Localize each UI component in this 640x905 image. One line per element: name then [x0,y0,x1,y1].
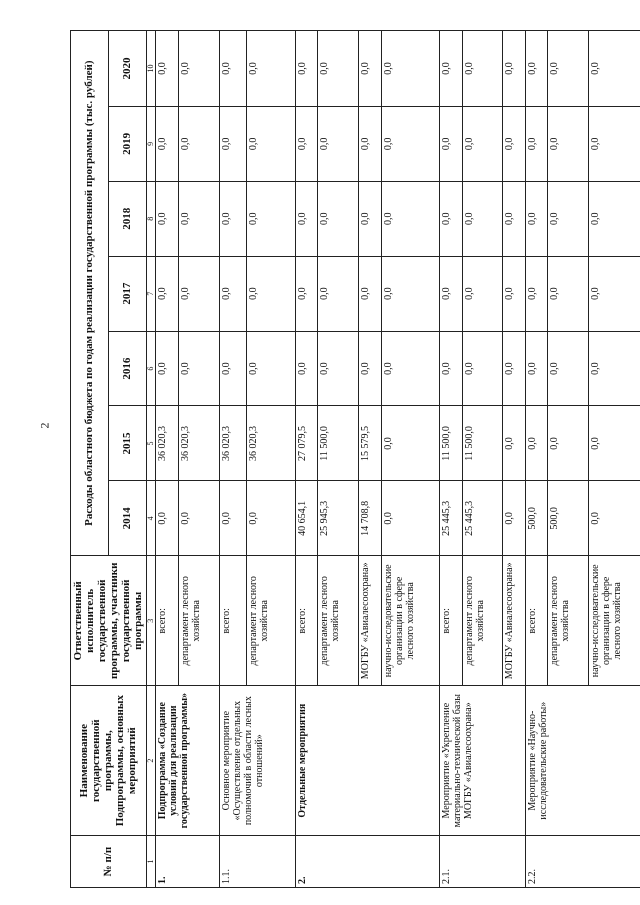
value-cell: 0,0 [179,106,220,181]
rotated-table-area [70,30,623,888]
value-cell: 0,0 [358,181,381,256]
value-cell: 0,0 [548,331,589,406]
row-executor: департамент лесного хозяйства [179,556,220,686]
value-cell: 36 020,3 [246,406,295,481]
value-cell: 0,0 [462,181,503,256]
row-executor: МОГБУ «Авиалесоохрана» [503,556,526,686]
table-row [525,31,548,888]
column-index: 9 [146,106,156,181]
value-cell: 0,0 [179,256,220,331]
value-cell: 11 500,0 [318,406,359,481]
row-executor: департамент лесного хозяйства [548,556,589,686]
table-row [295,31,318,888]
value-cell: 0,0 [318,106,359,181]
value-cell: 0,0 [156,31,179,107]
value-cell: 0,0 [503,106,526,181]
value-cell: 0,0 [295,181,318,256]
value-cell: 0,0 [548,31,589,107]
value-cell: 0,0 [381,406,439,481]
value-cell: 0,0 [246,106,295,181]
value-cell: 0,0 [318,181,359,256]
value-cell: 500,0 [548,481,589,556]
value-cell: 0,0 [503,31,526,107]
column-index: 6 [146,331,156,406]
value-cell: 0,0 [295,31,318,107]
row-executor: всего: [439,556,462,686]
value-cell: 0,0 [219,106,246,181]
value-cell: 0,0 [525,406,548,481]
value-cell: 0,0 [462,331,503,406]
header-expenses: Расходы областного бюджета по годам реализации государственной программы (тыс. рублей) [71,31,109,556]
value-cell: 0,0 [246,481,295,556]
value-cell: 0,0 [525,31,548,107]
column-index: 4 [146,481,156,556]
row-executor: научно-исследовательские организации в сфере лесного хозяйства [381,556,439,686]
value-cell: 25 445,3 [439,481,462,556]
header-year: 2016 [108,331,146,406]
value-cell: 11 500,0 [439,406,462,481]
value-cell: 0,0 [381,106,439,181]
value-cell: 25 945,3 [318,481,359,556]
value-cell: 0,0 [358,256,381,331]
row-number: 1. [156,836,219,888]
row-name: Мероприятие «Укрепление материально-технической базы МОГБУ «Авиалесоохрана» [439,686,525,836]
value-cell: 36 020,3 [156,406,179,481]
value-cell: 0,0 [318,331,359,406]
header-number: № п/п [71,836,147,888]
row-executor: всего: [525,556,548,686]
value-cell: 0,0 [439,331,462,406]
value-cell: 27 079,5 [295,406,318,481]
table-header [71,31,156,888]
value-cell: 0,0 [219,331,246,406]
row-name: Мероприятие «Научно-исследовательские работы» [525,686,640,836]
value-cell: 15 579,5 [358,406,381,481]
value-cell: 0,0 [439,106,462,181]
value-cell: 36 020,3 [179,406,220,481]
header-year: 2019 [108,106,146,181]
column-index: 5 [146,406,156,481]
value-cell: 0,0 [548,406,589,481]
value-cell: 0,0 [588,31,640,107]
page-number: 2 [37,422,52,429]
row-name: Основное мероприятие «Осуществление отдельных полномочий в области лесных отношений» [219,686,295,836]
value-cell: 0,0 [246,256,295,331]
value-cell: 0,0 [439,31,462,107]
header-name: Наименование государственной программы, Подпрограммы, основных мероприятий [71,686,147,836]
value-cell: 0,0 [156,331,179,406]
value-cell: 0,0 [358,106,381,181]
value-cell: 0,0 [156,106,179,181]
value-cell: 0,0 [503,406,526,481]
column-index: 3 [146,556,156,686]
row-number: 2.1. [439,836,525,888]
value-cell: 0,0 [179,31,220,107]
header-year: 2020 [108,31,146,107]
value-cell: 0,0 [358,331,381,406]
value-cell: 14 708,8 [358,481,381,556]
value-cell: 0,0 [318,256,359,331]
value-cell: 0,0 [588,481,640,556]
value-cell: 0,0 [588,406,640,481]
header-year: 2014 [108,481,146,556]
column-index: 7 [146,256,156,331]
value-cell: 0,0 [548,256,589,331]
value-cell: 0,0 [246,181,295,256]
value-cell: 0,0 [588,106,640,181]
value-cell: 0,0 [525,256,548,331]
header-year: 2015 [108,406,146,481]
column-index-row [146,31,156,888]
value-cell: 0,0 [548,106,589,181]
value-cell: 0,0 [318,31,359,107]
value-cell: 0,0 [246,331,295,406]
value-cell: 0,0 [219,256,246,331]
value-cell: 0,0 [503,181,526,256]
value-cell: 0,0 [381,331,439,406]
value-cell: 40 654,1 [295,481,318,556]
value-cell: 0,0 [156,481,179,556]
header-year: 2018 [108,181,146,256]
value-cell: 0,0 [179,331,220,406]
value-cell: 0,0 [439,181,462,256]
value-cell: 11 500,0 [462,406,503,481]
row-executor: всего: [219,556,246,686]
value-cell: 500,0 [525,481,548,556]
column-index: 10 [146,31,156,107]
value-cell: 0,0 [295,331,318,406]
value-cell: 0,0 [503,256,526,331]
value-cell: 0,0 [462,31,503,107]
value-cell: 0,0 [381,481,439,556]
value-cell: 0,0 [295,106,318,181]
value-cell: 0,0 [548,181,589,256]
value-cell: 0,0 [525,106,548,181]
row-executor: всего: [295,556,318,686]
row-number: 2.2. [525,836,640,888]
expenses-table [70,30,640,888]
column-index: 1 [146,836,156,888]
value-cell: 0,0 [439,256,462,331]
value-cell: 0,0 [219,481,246,556]
value-cell: 0,0 [525,331,548,406]
row-executor: департамент лесного хозяйства [462,556,503,686]
value-cell: 36 020,3 [219,406,246,481]
value-cell: 0,0 [219,31,246,107]
value-cell: 0,0 [462,256,503,331]
value-cell: 0,0 [358,31,381,107]
value-cell: 0,0 [381,31,439,107]
table-body [156,31,640,888]
table-row [439,31,462,888]
row-executor: МОГБУ «Авиалесоохрана» [358,556,381,686]
row-number: 1.1. [219,836,295,888]
table-row [219,31,246,888]
value-cell: 0,0 [381,181,439,256]
value-cell: 0,0 [588,331,640,406]
value-cell: 0,0 [219,181,246,256]
value-cell: 0,0 [179,481,220,556]
table-row [156,31,179,888]
row-executor: научно-исследовательские организации в сфере лесного хозяйства [588,556,640,686]
row-name: Отдельные мероприятия [295,686,439,836]
row-number: 2. [295,836,439,888]
value-cell: 0,0 [179,181,220,256]
value-cell: 0,0 [503,481,526,556]
value-cell: 0,0 [246,31,295,107]
value-cell: 0,0 [381,256,439,331]
row-executor: департамент лесного хозяйства [318,556,359,686]
value-cell: 0,0 [295,256,318,331]
value-cell: 0,0 [156,256,179,331]
value-cell: 0,0 [503,331,526,406]
value-cell: 25 445,3 [462,481,503,556]
row-executor: всего: [156,556,179,686]
row-executor: департамент лесного хозяйства [246,556,295,686]
row-name: Подпрограмма «Создание условий для реализации государственной программы» [156,686,219,836]
value-cell: 0,0 [462,106,503,181]
value-cell: 0,0 [588,181,640,256]
header-year: 2017 [108,256,146,331]
column-index: 8 [146,181,156,256]
value-cell: 0,0 [156,181,179,256]
column-index: 2 [146,686,156,836]
header-executor: Ответственный исполнитель государственной программы, участники государственной программы [71,556,147,686]
value-cell: 0,0 [588,256,640,331]
value-cell: 0,0 [525,181,548,256]
